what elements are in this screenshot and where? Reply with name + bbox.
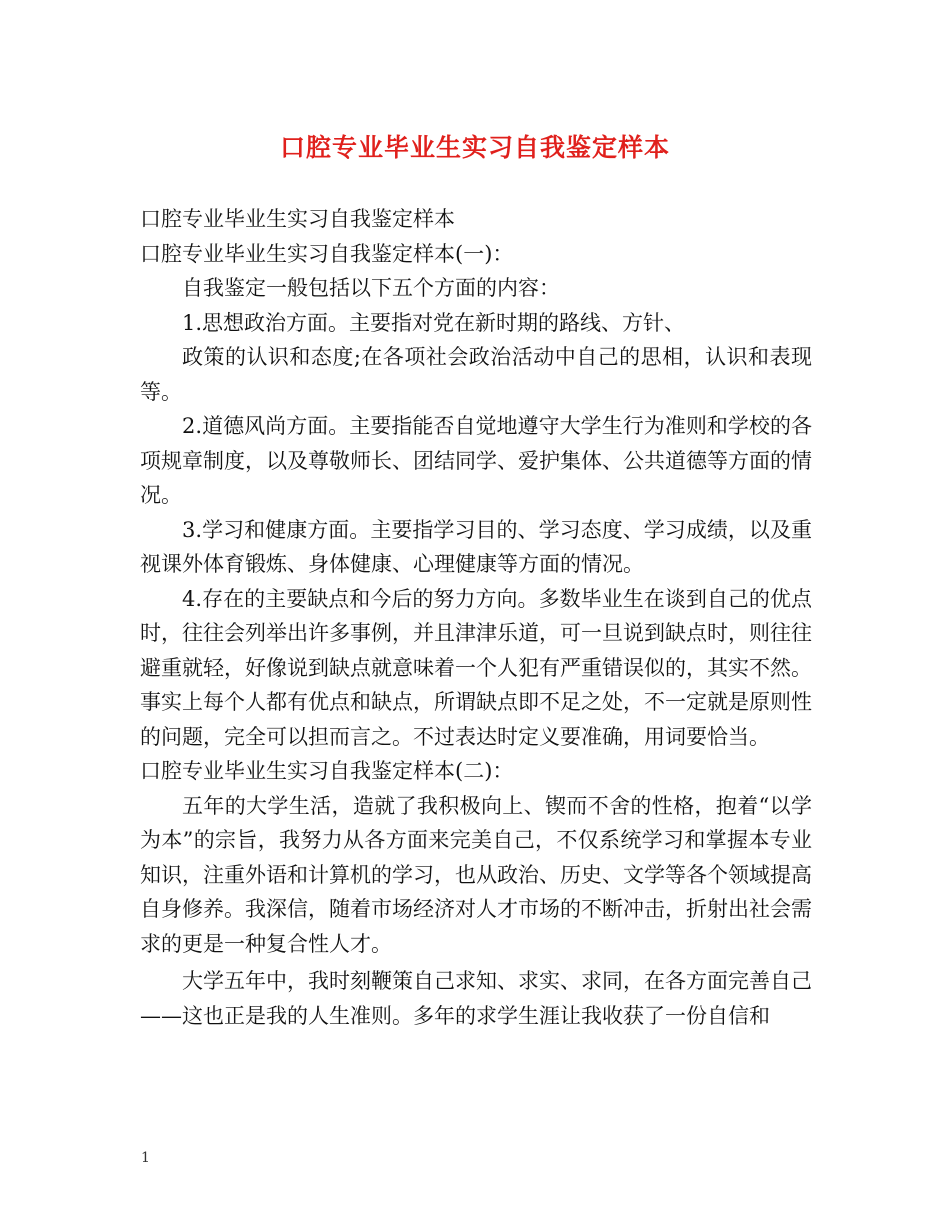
- document-body: [140, 202, 812, 1033]
- paragraph: 2.道德风尚方面。主要指能否自觉地遵守大学生行为准则和学校的各项规章制度，以及尊敬师长、团结同学、爱护集体、公共道德等方面的情况。: [140, 414, 812, 507]
- paragraph: 政策的认识和态度;在各项社会政治活动中自己的思相，认识和表现等。: [140, 345, 812, 404]
- paragraph: 口腔专业毕业生实习自我鉴定样本(二)：: [140, 759, 514, 783]
- paragraph: 3.学习和健康方面。主要指学习目的、学习态度、学习成绩，以及重视课外体育锻炼、身体健康、心理健康等方面的情况。: [140, 517, 812, 576]
- page-number: 1: [141, 1150, 150, 1166]
- document-title: 口腔专业毕业生实习自我鉴定样本: [279, 133, 670, 162]
- paragraph: 五年的大学生活，造就了我积极向上、锲而不舍的性格，抱着“以学为本”的宗旨，我努力从各方面来完美自己，不仅系统学习和掌握本专业知识，注重外语和计算机的学习，也从政治、历史、文学等各个领域提高自身修养。我深信，随着市场经济对人才市场的不断冲击，折射出社会需求的更是一种复合性人才。: [140, 793, 812, 956]
- paragraph: 自我鉴定一般包括以下五个方面的内容：: [182, 276, 560, 300]
- paragraph: 口腔专业毕业生实习自我鉴定样本(一)：: [140, 241, 514, 266]
- paragraph: 口腔专业毕业生实习自我鉴定样本: [140, 207, 455, 231]
- paragraph: 4.存在的主要缺点和今后的努力方向。多数毕业生在谈到自己的优点时，往往会列举出许多事例，并且津津乐道，可一旦说到缺点时，则往往避重就轻，好像说到缺点就意味着一个人犯有严重错误似的，其实不然。事实上每个人都有优点和缺点，所谓缺点即不足之处，不一定就是原则性的问题，完全可以担而言之。不过表达时定义要准确，用词要恰当。: [140, 586, 812, 749]
- paragraph: 大学五年中，我时刻鞭策自己求知、求实、求同，在各方面完善自己——这也正是我的人生准则。多年的求学生涯让我收获了一份自信和: [140, 969, 812, 1028]
- paragraph: 1.思想政治方面。主要指对党在新时期的路线、方针、: [182, 310, 686, 335]
